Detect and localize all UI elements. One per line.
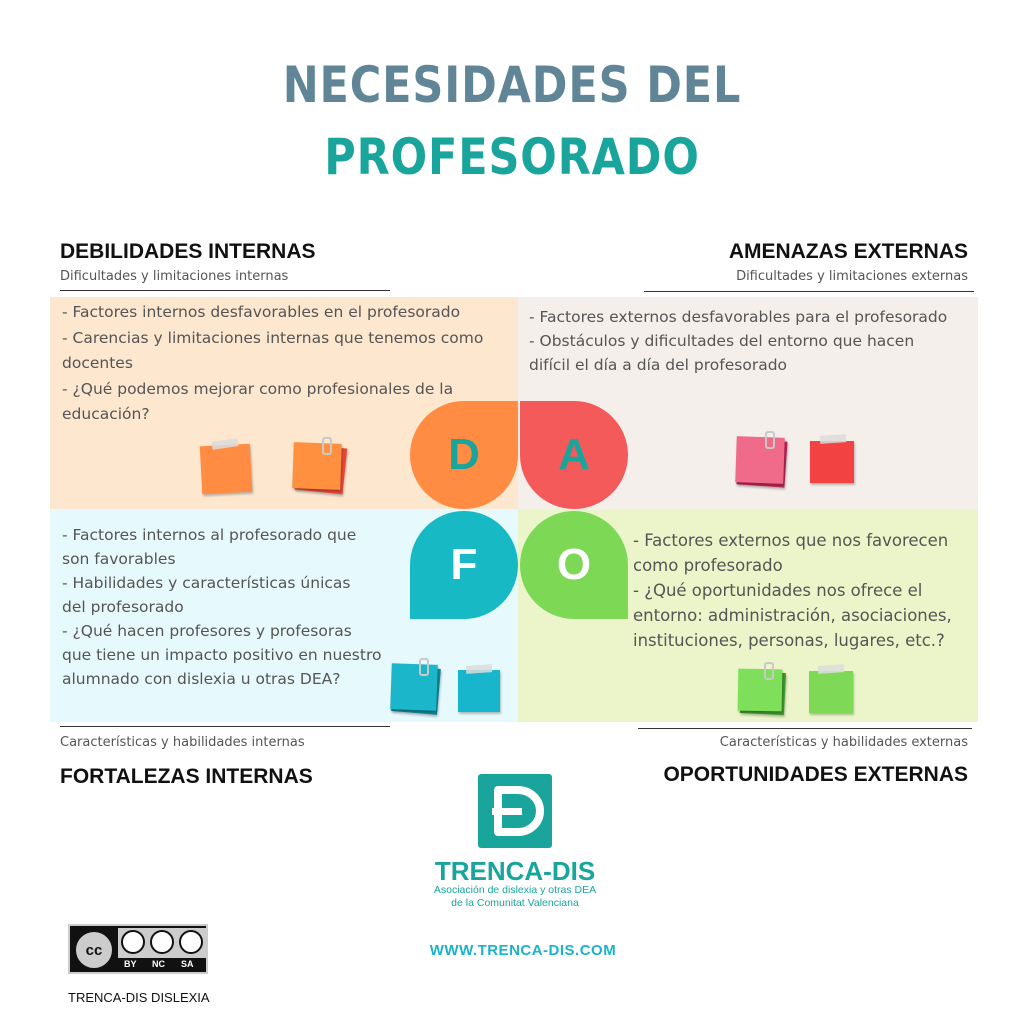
- debilidades-heading: DEBILIDADES INTERNAS: [60, 240, 316, 263]
- title-line-2: PROFESORADO: [324, 128, 700, 186]
- sa-icon: [179, 930, 203, 954]
- oportunidades-text: [633, 528, 952, 653]
- fortalezas-line: son favorables: [62, 550, 176, 568]
- oportunidades-subheading: Características y habilidades externas: [719, 735, 968, 750]
- oportunidades-heading: OPORTUNIDADES EXTERNAS: [663, 763, 968, 786]
- sticky-note-icon: [735, 436, 785, 484]
- debilidades-line: - Carencias y limitaciones internas que tenemos como: [62, 328, 484, 347]
- sticky-note-icon: [738, 669, 783, 712]
- fortalezas-text: [62, 523, 381, 691]
- oportunidades-line: - ¿Qué oportunidades nos ofrece el: [633, 581, 923, 600]
- trenca-dis-logo-icon: [478, 774, 552, 848]
- cc-icon: cc: [74, 930, 114, 970]
- amenazas-line: difícil el día a día del profesorado: [529, 356, 788, 374]
- fortalezas-line: que tiene un impacto positivo en nuestro: [62, 646, 382, 664]
- fortalezas-line: alumnado con dislexia u otras DEA?: [62, 670, 341, 688]
- fortalezas-line: - Habilidades y características únicas: [62, 574, 351, 592]
- amenazas-line: - Factores externos desfavorables para el profesorado: [529, 308, 948, 326]
- debilidades-subheading: Dificultades y limitaciones internas: [60, 269, 289, 284]
- license-by: BY: [124, 959, 137, 969]
- divider: [60, 290, 390, 291]
- logo-tagline-2: de la Comunitat Valenciana: [451, 897, 579, 909]
- oportunidades-line: - Factores externos que nos favorecen: [633, 531, 949, 550]
- paperclip-icon: [322, 437, 332, 455]
- debilidades-text: [62, 300, 483, 428]
- nc-icon: [150, 930, 174, 954]
- cc-icons-strip: [118, 928, 206, 958]
- logo-tagline-1: Asociación de dislexia y otras DEA: [433, 884, 597, 896]
- paperclip-icon: [419, 658, 429, 676]
- debilidades-line: educación?: [62, 405, 150, 423]
- cc-license-badge: [68, 924, 208, 974]
- sticky-note-icon: [390, 663, 438, 711]
- paperclip-icon: [765, 431, 775, 449]
- petal-letter-f: F: [450, 540, 478, 589]
- license-owner: TRENCA-DIS DISLEXIA: [68, 990, 210, 1005]
- amenazas-heading: AMENAZAS EXTERNAS: [728, 240, 968, 263]
- paperclip-icon: [764, 662, 774, 680]
- oportunidades-line: entorno: administración, asociaciones,: [633, 606, 952, 625]
- fortalezas-line: - Factores internos al profesorado que: [62, 526, 357, 544]
- petal-letter-o: O: [556, 540, 592, 589]
- license-sa: SA: [181, 959, 194, 969]
- website-link[interactable]: WWW.TRENCA-DIS.COM: [429, 942, 617, 959]
- petal-letter-a: A: [558, 430, 590, 479]
- oportunidades-line: como profesorado: [633, 556, 783, 575]
- amenazas-text: [529, 305, 947, 377]
- fortalezas-heading: FORTALEZAS INTERNAS: [60, 765, 313, 788]
- sticky-note-icon: [810, 441, 854, 483]
- petal-f: [410, 511, 518, 619]
- debilidades-line: - Factores internos desfavorables en el profesorado: [62, 303, 461, 321]
- fortalezas-subheading: Características y habilidades internas: [60, 735, 305, 750]
- oportunidades-line: instituciones, personas, lugares, etc.?: [633, 631, 945, 650]
- divider: [644, 291, 974, 292]
- debilidades-line: docentes: [62, 354, 133, 372]
- fortalezas-line: del profesorado: [62, 598, 184, 616]
- by-icon: [121, 930, 145, 954]
- sticky-note-icon: [809, 671, 853, 713]
- license-nc: NC: [152, 959, 165, 969]
- amenazas-subheading: Dificultades y limitaciones externas: [736, 269, 968, 284]
- petal-letter-d: D: [448, 430, 480, 479]
- petal-d: [410, 401, 518, 509]
- fortalezas-line: - ¿Qué hacen profesores y profesoras: [62, 622, 352, 640]
- divider: [60, 726, 390, 727]
- sticky-note-icon: [458, 670, 500, 712]
- petal-a: [520, 401, 628, 509]
- title-line-1: NECESIDADES DEL: [282, 56, 742, 114]
- divider: [638, 728, 972, 729]
- logo-name: TRENCA-DIS: [434, 856, 596, 886]
- debilidades-line: - ¿Qué podemos mejorar como profesionales de la: [62, 379, 454, 398]
- sticky-note-icon: [292, 442, 342, 490]
- sticky-note-icon: [200, 444, 252, 495]
- petal-o: [520, 511, 628, 619]
- amenazas-line: - Obstáculos y dificultades del entorno que hacen: [529, 332, 915, 350]
